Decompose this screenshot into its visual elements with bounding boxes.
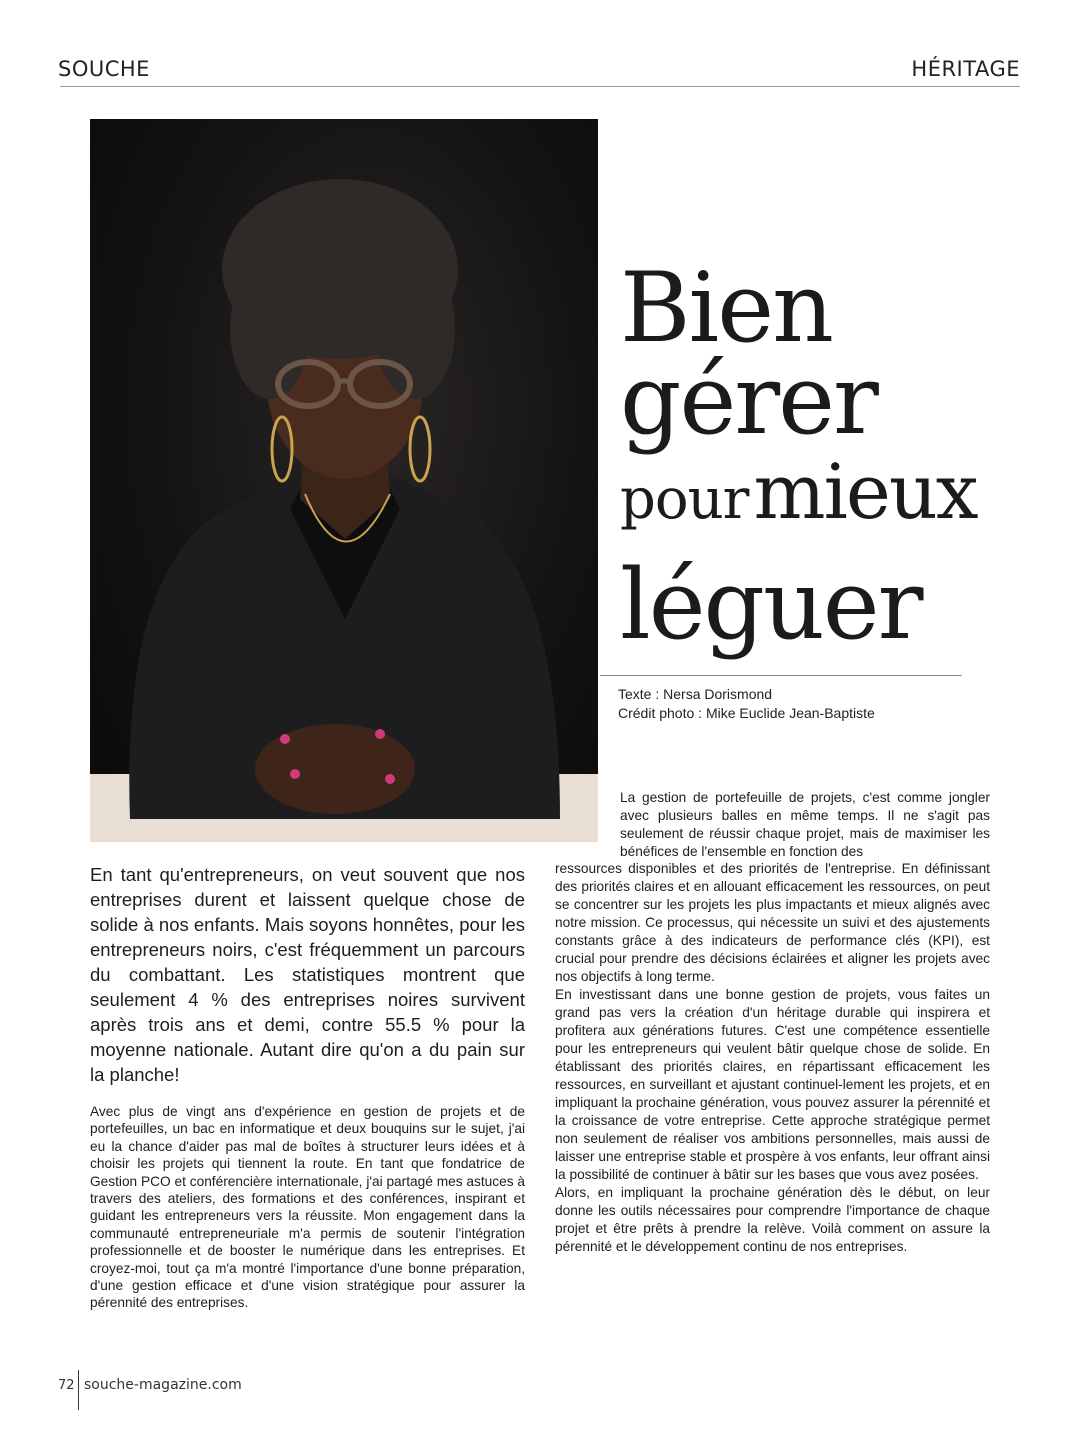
photo-credit: Crédit photo : Mike Euclide Jean-Baptiste — [618, 705, 875, 721]
footer-divider — [78, 1370, 79, 1410]
intro-paragraph: En tant qu'entrepreneurs, on veut souvent que nos entreprises durent et laissent quelque chose de solide à nos enfants. Mais soyons honnêtes, pour les entrepreneurs noirs, c'est fréquemment un parcours du combattant. Les statistiques montrent que seulement 4 % des entreprises noires survivent après trois ans et demi, contre 55.5 % pour la moyenne nationale. Autant dire qu'on a du pain sur la planche! — [90, 864, 526, 1085]
page-number: 72 — [58, 1378, 75, 1393]
text-credit: Texte : Nersa Dorismond — [618, 686, 773, 702]
category-label: HÉRITAGE — [911, 57, 1020, 81]
title-word-mieux: mieux — [753, 447, 977, 536]
right-paragraph-3: Alors, en impliquant la prochaine génération dès le début, on leur donne les outils nécessaires pour comprendre l'importance de chaque projet et être prêts à prendre la relève. Voilà comment on assure la pérennité et le développement continu de nos entreprises. — [555, 1185, 990, 1254]
header-divider — [60, 86, 1020, 87]
title-line-2: gérer — [620, 344, 877, 456]
title-line-1: Bien — [620, 252, 832, 364]
title-divider — [600, 675, 962, 676]
title-word-pour: pour — [620, 467, 749, 532]
website-link[interactable]: souche-magazine.com — [84, 1377, 242, 1393]
right-paragraph-1: ressources disponibles et des priorités de l'entreprise. En définissant des priorités claires et en allouant efficacement les ressources, on peut se concentrer sur les projets les plus impactants et mieux alignés avec notre mission. Ce processus, qui nécessite un suivi et des ajustements constants grâce à des indicateurs de performance clés (KPI), est crucial pour prendre des décisions éclairées et aligner les projets avec nos objectifs à long terme. — [555, 861, 990, 984]
portrait-photo — [90, 119, 598, 842]
article-title — [620, 252, 1040, 661]
title-line-4: léguer — [620, 549, 922, 661]
right-paragraph-2: En investissant dans une bonne gestion de projets, vous faites un grand pas vers la création d'un héritage durable qui inspirera et profitera aux générations futures. C'est une compétence essentielle pour les entrepreneurs qui veulent bâtir quelque chose de solide. En établissant des priorités claires, en répartissant efficacement les ressources, en surveillant et ajustant continuel-lement les projets, et en impliquant la prochaine génération, vous pouvez assurer la pérennité et la croissance de votre entreprise. Cette approche stratégique permet non seulement de réaliser vos ambitions personnelles, mais aussi de laisser une entreprise stable et prospère à vos enfants, leur offrant ainsi la possibilité de continuer à bâtir sur les bases que vous avez posées. — [555, 987, 990, 1182]
title-line-3 — [620, 446, 1040, 559]
body-left-paragraph: Avec plus de vingt ans d'expérience en gestion de projets et de portefeuilles, un bac en informatique et deux bouquins sur le sujet, j'ai eu la chance d'aider pas mal de boîtes à structurer leurs idées et à choisir les projets qui tiennent la route. En tant que fondatrice de Gestion PCO et conférencière internationale, j'ai partagé mes astuces à travers des ateliers, des formations et des conférences, inspirant et guidant les entrepreneurs vers la réussite. Mon engagement dans la communauté entrepreneuriale m'a permis de soutenir l'intégration professionnelle et de booster le numérique dans les entreprises. Et croyez-moi, tout ça m'a montré l'importance d'une bonne préparation, d'une gestion efficace et d'une vision stratégique pour assurer la pérennité des entreprises. — [90, 1104, 525, 1311]
body-right-column — [555, 860, 990, 1256]
body-right-top-paragraph: La gestion de portefeuille de projets, c'est comme jongler avec plusieurs balles en même temps. Il ne s'agit pas seulement de réussir chaque projet, mais de maximiser les bénéfices de l'ensemble en fonction des — [620, 790, 990, 859]
section-label: SOUCHE — [58, 57, 150, 81]
credits — [618, 685, 875, 723]
